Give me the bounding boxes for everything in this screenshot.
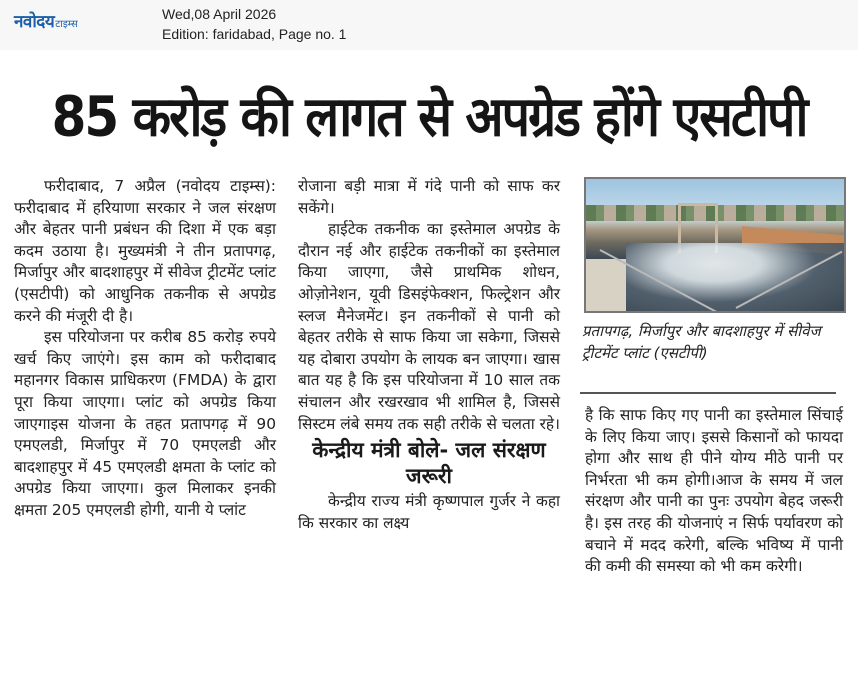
article-headline: 85 करोड़ की लागत से अपग्रेड होंगे एसटीपी <box>51 85 807 149</box>
paragraph: हाईटेक तकनीक का इस्तेमाल अपग्रेड के दौरान नई और हाईटेक तकनीकों का इस्तेमाल किया जाएगा, जैसे प्राथमिक शोधन, ओज़ोनेशन, यूवी डिसइंफेक्शन, फिल्ट्रेशन और स्लज मैनेजमेंट। इन तकनीकों से पानी को बेहतर तरीके से साफ किया जा सकेगा, जिससे यह दोबारा उपयोग के लायक बन जाएगा। खास बात यह है कि इस परियोजना में 10 साल तक संचालन और रखरखाव भी शामिल है, जिससे सिस्टम लंबे समय तक सही तरीके से चलता रहे। <box>298 220 560 433</box>
article-column-3 <box>585 405 843 578</box>
paragraph: रोजाना बड़ी मात्रा में गंदे पानी को साफ कर सकेंगे। <box>298 177 560 217</box>
sewage-treatment-plant-photo[interactable] <box>584 177 846 313</box>
article-column-1 <box>14 176 276 522</box>
newspaper-logo[interactable] <box>14 9 78 32</box>
photo-aeration-water <box>626 243 846 313</box>
photo-caption: प्रतापगढ़, मिर्जापुर और बादशाहपुर में सीवेज ट्रीटमेंट प्लांट (एसटीपी) <box>582 322 821 362</box>
article-subheading: केन्द्रीय मंत्री बोले- जल संरक्षण जरूरी <box>312 438 546 489</box>
paragraph: इस परियोजना पर करीब 85 करोड़ रुपये खर्च किए जाएंगे। इस काम को फरीदाबाद महानगर विकास प्राधिकरण (FMDA) के द्वारा पूरा किया जाएगा। प्लांट को अपग्रेड किया जाएगाइस योजना के तहत प्रतापगढ़ में 90 एमएलडी, मिर्जापुर में 70 एमएलडी और बादशाहपुर में 45 एमएलडी क्षमता के प्लांट को अपग्रेड किया जाएगा। कुल मिलाकर इनकी क्षमता 205 एमएलडी होगी, यानी ये प्लांट <box>14 328 276 519</box>
photo-walkway <box>586 259 626 313</box>
edition-page: Edition: faridabad, Page no. 1 <box>162 26 347 42</box>
logo-main-text: नवोदय <box>14 12 55 32</box>
edition-info <box>162 4 346 44</box>
logo-sub-text: टाइम्स <box>55 19 78 30</box>
article-column-2 <box>298 176 560 534</box>
page-header <box>0 0 858 50</box>
paragraph: है कि साफ किए गए पानी का इस्तेमाल सिंचाई के लिए किया जाए। इससे किसानों को फायदा होगा और साथ ही पीने योग्य मीठे पानी पर निर्भरता भी कम होगी।आज के समय में जल संरक्षण और पानी का पुनः उपयोग बेहद जरूरी है। इस तरह की योजनाएं न सिर्फ पर्यावरण को बचाने में मदद करेगी, बल्कि भविष्य में पानी की कमी की समस्या को भी कम करेगी। <box>585 406 843 576</box>
publication-date: Wed,08 April 2026 <box>162 6 277 22</box>
paragraph: केन्द्रीय राज्य मंत्री कृष्णपाल गुर्जर ने कहा कि सरकार का लक्ष्य <box>298 492 560 532</box>
caption-divider <box>580 392 836 394</box>
paragraph: फरीदाबाद, 7 अप्रैल (नवोदय टाइम्स): फरीदाबाद में हरियाणा सरकार ने जल संरक्षण और बेहतर पानी प्रबंधन की दिशा में एक बड़ा कदम उठाया है। मुख्यमंत्री ने तीन प्रतापगढ़, मिर्जापुर और बादशाहपुर में सीवेज ट्रीटमेंट प्लांट (एसटीपी) को आधुनिक तकनीक से अपग्रेड करने की मंजूरी दी है। <box>14 177 276 325</box>
